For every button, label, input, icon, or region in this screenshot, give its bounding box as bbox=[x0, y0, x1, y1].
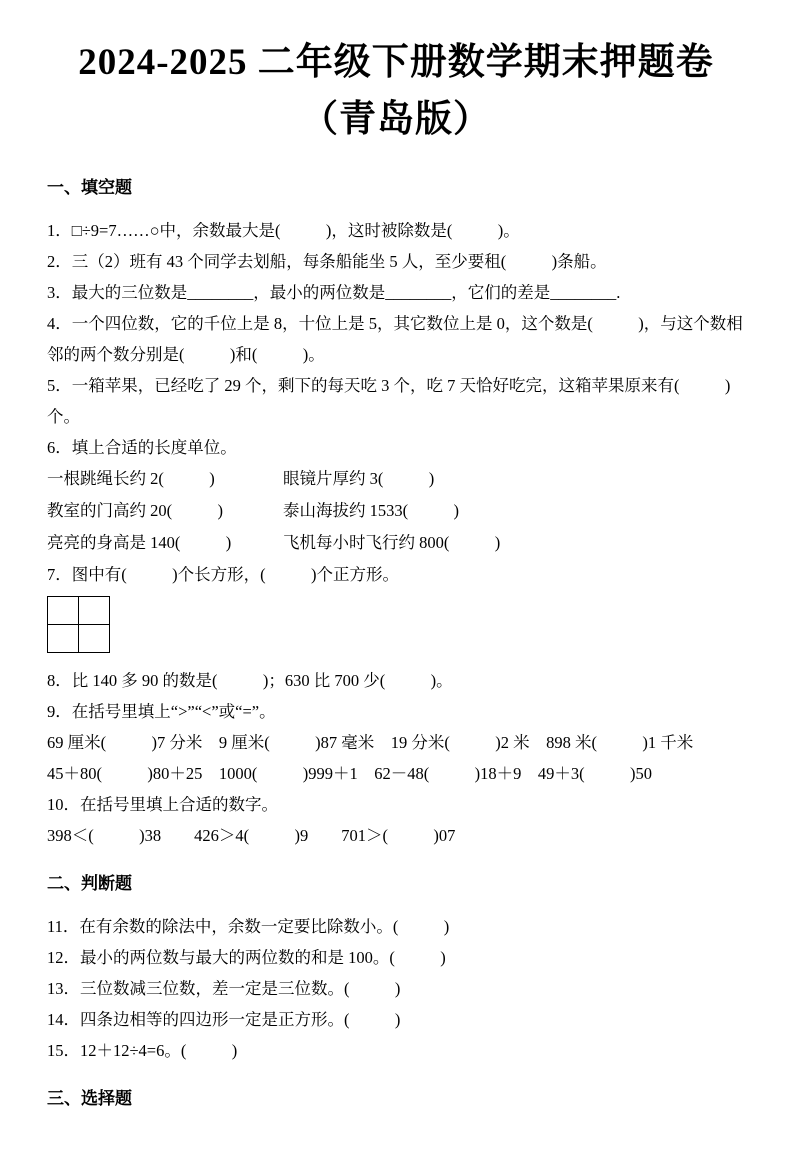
question-15: 15．12＋12÷4=6。( ) bbox=[47, 1041, 238, 1060]
question-9: 9．在括号里填上“>”“<”或“=”。 bbox=[47, 702, 276, 721]
question-7: 7．图中有( )个长方形，( )个正方形。 bbox=[47, 565, 399, 584]
question-6-row-3 bbox=[47, 527, 745, 559]
question-6-row-2 bbox=[47, 495, 745, 527]
question-4: 4．一个四位数，它的千位上是 8，十位上是 5，其它数位上是 0，这个数是( )，与这个数相邻的两个数分别是( )和( )。 bbox=[47, 314, 743, 364]
question-8: 8．比 140 多 90 的数是( )；630 比 700 少( )。 bbox=[47, 671, 453, 690]
section-heading-fill-blank: 一、填空题 bbox=[47, 178, 132, 197]
question-11: 11．在有余数的除法中，余数一定要比除数小。( ) bbox=[47, 917, 450, 936]
grid-cell bbox=[79, 597, 110, 625]
question-6-row-1-left: 一根跳绳长约 2( ) bbox=[47, 469, 215, 488]
question-3: 3．最大的三位数是________，最小的两位数是________，它们的差是________. bbox=[47, 283, 621, 302]
question-5: 5．一箱苹果，已经吃了 29 个，剩下的每天吃 3 个，吃 7 天恰好吃完，这箱苹果原来有( )个。 bbox=[47, 376, 731, 426]
question-6-row-2-right: 泰山海拔约 1533( ) bbox=[283, 501, 459, 520]
title-line-2: （青岛版） bbox=[301, 99, 491, 140]
title-line-1: 2024-2025 二年级下册数学期末押题卷 bbox=[78, 42, 714, 83]
question-6-row-2-left: 教室的门高约 20( ) bbox=[47, 501, 223, 520]
grid-cell bbox=[48, 625, 79, 653]
question-2: 2．三（2）班有 43 个同学去划船，每条船能坐 5 人，至少要租( )条船。 bbox=[47, 252, 607, 271]
question-9-line-2: 45＋80( )80＋25 1000( )999＋1 62－48( )18＋9 49＋3( )50 bbox=[47, 764, 652, 783]
grid-cell bbox=[79, 625, 110, 653]
question-7-grid-figure bbox=[47, 596, 110, 653]
page-title bbox=[47, 34, 745, 148]
section-heading-judge: 二、判断题 bbox=[47, 874, 132, 893]
question-6-row-3-left: 亮亮的身高是 140( ) bbox=[47, 533, 232, 552]
question-6-row-1 bbox=[47, 463, 745, 495]
question-6: 6．填上合适的长度单位。 bbox=[47, 438, 237, 457]
question-1: 1．□÷9=7……○中，余数最大是( )，这时被除数是( )。 bbox=[47, 221, 520, 240]
grid-cell bbox=[48, 597, 79, 625]
question-10-line: 398＜( )38 426＞4( )9 701＞( )07 bbox=[47, 826, 456, 845]
question-6-row-1-right: 眼镜片厚约 3( ) bbox=[283, 469, 435, 488]
question-13: 13．三位数减三位数，差一定是三位数。( ) bbox=[47, 979, 401, 998]
question-10: 10．在括号里填上合适的数字。 bbox=[47, 795, 278, 814]
question-9-line-1: 69 厘米( )7 分米 9 厘米( )87 毫米 19 分米( )2 米 898 米( )1 千米 bbox=[47, 733, 694, 752]
section-heading-choice: 三、选择题 bbox=[47, 1089, 132, 1108]
question-6-row-3-right: 飞机每小时飞行约 800( ) bbox=[283, 533, 501, 552]
question-14: 14．四条边相等的四边形一定是正方形。( ) bbox=[47, 1010, 401, 1029]
question-12: 12．最小的两位数与最大的两位数的和是 100。( ) bbox=[47, 948, 446, 967]
